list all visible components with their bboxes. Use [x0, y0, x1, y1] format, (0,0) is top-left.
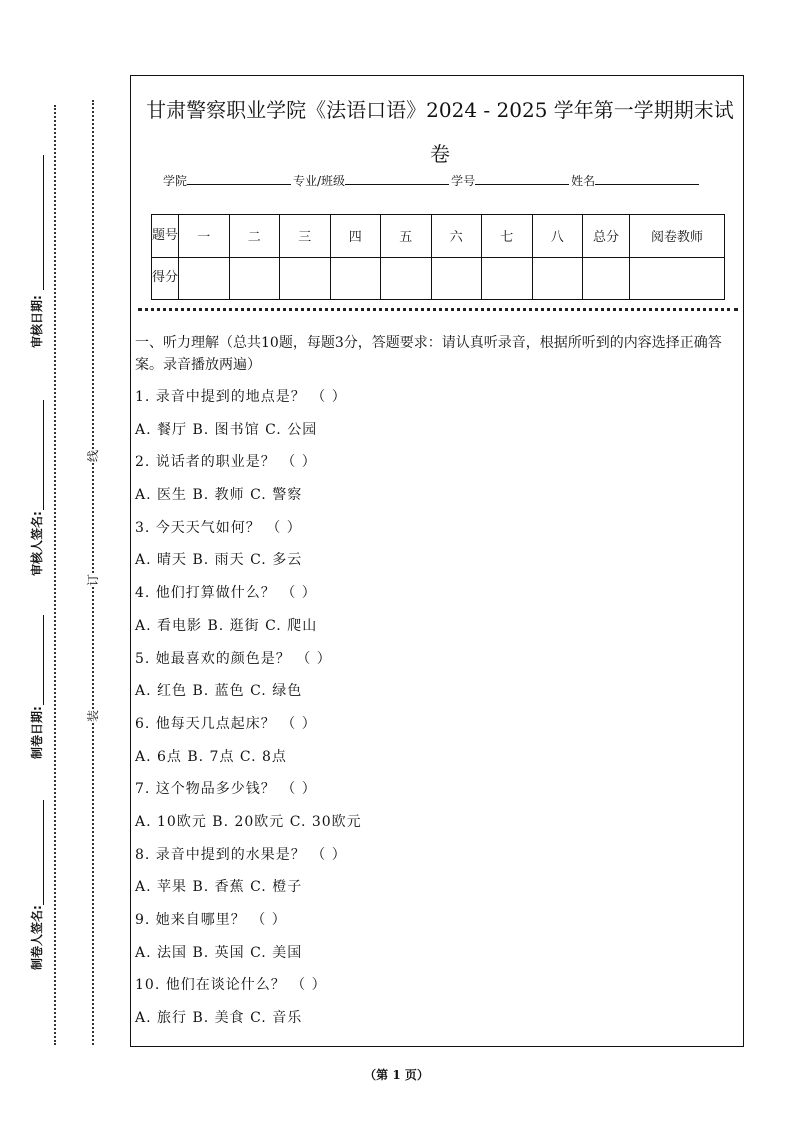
major-class-label: 专业/班级	[293, 174, 346, 188]
col-total: 总分	[583, 215, 630, 258]
reviewer-sign-line	[43, 400, 44, 510]
question-text: 2. 说话者的职业是？ （ ）	[135, 454, 317, 471]
student-id-field[interactable]	[475, 172, 569, 185]
college-label: 学院	[163, 174, 188, 188]
score-cell[interactable]	[179, 257, 230, 300]
question-options: A. 10欧元 B. 20欧元 C. 30欧元	[135, 813, 362, 830]
score-table-header-row	[152, 215, 725, 258]
question-text: 7. 这个物品多少钱？ （ ）	[135, 781, 317, 798]
maker-sign-label: 制卷人签名:	[30, 905, 44, 970]
bind-install-char: 装	[86, 710, 100, 723]
bind-order-char: 订	[86, 574, 100, 587]
question-text: 1. 录音中提到的地点是？ （ ）	[135, 389, 347, 405]
col-1: 一	[179, 215, 230, 258]
question-text: 8. 录音中提到的水果是？ （ ）	[135, 846, 347, 863]
title-line-1: 甘肃警察职业学院《法语口语》2024 - 2025 学年第一学期期末试	[146, 98, 734, 122]
score-cell-grader[interactable]	[630, 257, 725, 300]
col-2: 二	[229, 215, 280, 258]
dotted-separator	[138, 308, 738, 311]
score-cell[interactable]	[229, 257, 280, 300]
col-8: 八	[532, 215, 583, 258]
score-cell[interactable]	[381, 257, 432, 300]
score-cell[interactable]	[330, 257, 381, 300]
question-list	[135, 387, 735, 1041]
row-label-score: 得分	[152, 257, 179, 300]
question-options: A. 6点 B. 7点 C. 8点	[135, 748, 287, 765]
exam-title	[140, 88, 740, 176]
name-label: 姓名	[571, 174, 596, 188]
score-cell[interactable]	[532, 257, 583, 300]
question-options: A. 看电影 B. 逛街 C. 爬山	[135, 617, 318, 634]
question-options: A. 旅行 B. 美食 C. 音乐	[135, 1010, 303, 1027]
reviewer-sign-label: 审核人签名:	[30, 511, 44, 576]
score-cell[interactable]	[431, 257, 482, 300]
question-text: 4. 他们打算做什么？ （ ）	[135, 585, 317, 602]
score-cell-total[interactable]	[583, 257, 630, 300]
review-date-label: 审核日期:	[30, 295, 44, 348]
question-options: A. 医生 B. 教师 C. 警察	[135, 487, 303, 504]
bind-line-char: 线	[86, 450, 100, 463]
question-text: 3. 今天天气如何？ （ ）	[135, 519, 302, 536]
review-date-line	[43, 155, 44, 290]
make-date-line	[43, 615, 44, 705]
score-table	[151, 214, 725, 300]
question-options: A. 红色 B. 蓝色 C. 绿色	[135, 683, 303, 700]
student-info-row	[163, 172, 701, 189]
question-options: A. 餐厅 B. 图书馆 C. 公园	[135, 421, 318, 438]
section-heading: 一、听力理解（总共10题，每题3分，答题要求：请认真听录音，根据所听到的内容选择正确答案。录音播放两遍）	[135, 335, 722, 373]
name-field[interactable]	[595, 172, 699, 185]
student-id-label: 学号	[451, 174, 476, 188]
maker-sign-line	[43, 800, 44, 905]
make-date-label: 制卷日期:	[30, 706, 44, 759]
col-6: 六	[431, 215, 482, 258]
question-text: 10. 他们在谈论什么？ （ ）	[135, 977, 327, 994]
col-5: 五	[381, 215, 432, 258]
major-class-field[interactable]	[345, 172, 449, 185]
question-options: A. 法国 B. 英国 C. 美国	[135, 944, 303, 961]
row-label-question-number: 题号	[152, 215, 179, 258]
score-table-score-row	[152, 257, 725, 300]
page-number: （第 1 页）	[364, 1068, 429, 1082]
question-text: 6. 他每天几点起床？ （ ）	[135, 715, 317, 732]
score-cell[interactable]	[280, 257, 331, 300]
title-line-2: 卷	[430, 142, 450, 166]
col-4: 四	[330, 215, 381, 258]
question-text: 5. 她最喜欢的颜色是？ （ ）	[135, 650, 332, 667]
dotted-line-outer	[54, 105, 56, 1045]
col-7: 七	[482, 215, 533, 258]
question-text: 9. 她来自哪里？ （ ）	[135, 912, 287, 928]
college-field[interactable]	[187, 172, 291, 185]
col-grader: 阅卷教师	[630, 215, 725, 258]
col-3: 三	[280, 215, 331, 258]
question-options: A. 晴天 B. 雨天 C. 多云	[135, 552, 303, 569]
score-cell[interactable]	[482, 257, 533, 300]
question-options: A. 苹果 B. 香蕉 C. 橙子	[135, 879, 303, 896]
